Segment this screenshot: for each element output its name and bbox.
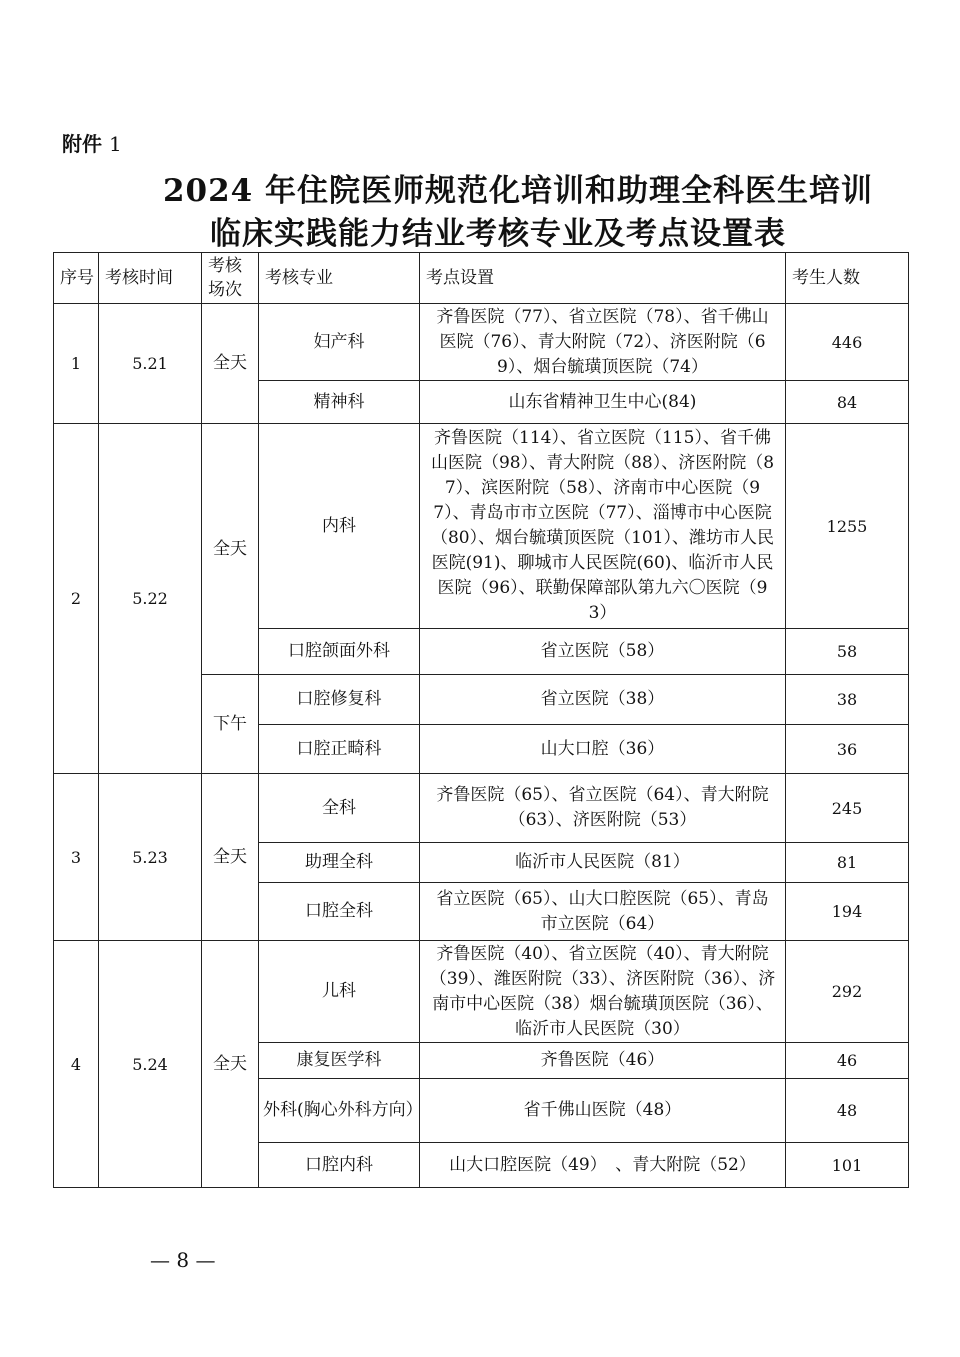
row-specialty: 口腔内科 (259, 1143, 420, 1188)
table-row (54, 304, 909, 381)
row-count: 292 (786, 941, 909, 1043)
row-sites: 齐鲁医院（77）、省立医院（78）、省千佛山医院（76）、青大附院（72）、济医附院（69）、烟台毓璜顶医院（74） (420, 304, 786, 381)
header-sites: 考点设置 (420, 253, 786, 304)
row-session: 全天 (202, 424, 259, 675)
row-specialty: 外科(胸心外科方向） (259, 1079, 420, 1143)
attachment-number: 1 (108, 132, 122, 156)
row-specialty: 内科 (259, 424, 420, 629)
attachment-label (62, 128, 122, 157)
row-count: 1255 (786, 424, 909, 629)
row-count: 245 (786, 774, 909, 843)
row-date: 5.23 (99, 774, 202, 941)
row-count: 84 (786, 381, 909, 424)
row-seq: 2 (54, 424, 99, 774)
page-number: — 8 — (150, 1248, 216, 1272)
header-time: 考核时间 (99, 253, 202, 304)
row-specialty: 精神科 (259, 381, 420, 424)
row-sites: 山东省精神卫生中心(84) (420, 381, 786, 424)
row-specialty: 助理全科 (259, 843, 420, 883)
row-sites: 省立医院（65）、山大口腔医院（65）、青岛市立医院（64） (420, 883, 786, 941)
row-count: 38 (786, 675, 909, 725)
attachment-text: 附件 (62, 132, 102, 156)
row-sites: 临沂市人民医院（81） (420, 843, 786, 883)
row-count: 46 (786, 1043, 909, 1079)
document-title-line-2: 临床实践能力结业考核专业及考点设置表 (210, 216, 786, 252)
row-count: 48 (786, 1079, 909, 1143)
row-session: 全天 (202, 774, 259, 941)
row-specialty: 康复医学科 (259, 1043, 420, 1079)
row-specialty: 口腔正畸科 (259, 725, 420, 774)
row-seq: 1 (54, 304, 99, 424)
row-specialty: 口腔修复科 (259, 675, 420, 725)
row-sites: 山大口腔（36） (420, 725, 786, 774)
row-sites: 省立医院（38） (420, 675, 786, 725)
row-count: 58 (786, 629, 909, 675)
row-sites: 山大口腔医院（49） 、青大附院（52） (420, 1143, 786, 1188)
row-sites: 齐鲁医院（40）、省立医院（40）、青大附院（39）、潍医附院（33）、济医附院（36）、济南市中心医院（38）烟台毓璜顶医院（36）、临沂市人民医院（30） (420, 941, 786, 1043)
header-specialty: 考核专业 (259, 253, 420, 304)
row-sites: 齐鲁医院（46） (420, 1043, 786, 1079)
row-seq: 3 (54, 774, 99, 941)
table-row (54, 774, 909, 843)
row-date: 5.21 (99, 304, 202, 424)
header-count: 考生人数 (786, 253, 909, 304)
row-sites: 齐鲁医院（114）、省立医院（115）、省千佛山医院（98）、青大附院（88）、济医附院（87）、滨医附院（58）、济南市中心医院（97）、青岛市市立医院（77）、淄博市中心医院（80）、烟台毓璜顶医院（101）、潍坊市人民医院(91)、聊城市人民医院(60)、临沂市人民医院（96）、联勤保障部队第九六〇医院（93） (420, 424, 786, 629)
row-sites: 齐鲁医院（65）、省立医院（64）、青大附院（63）、济医附院（53） (420, 774, 786, 843)
table-header-row (54, 253, 909, 304)
row-sites: 省千佛山医院（48） (420, 1079, 786, 1143)
row-date: 5.22 (99, 424, 202, 774)
header-seq: 序号 (54, 253, 99, 304)
row-session: 全天 (202, 304, 259, 424)
row-date: 5.24 (99, 941, 202, 1188)
row-session: 全天 (202, 941, 259, 1188)
row-specialty: 妇产科 (259, 304, 420, 381)
row-count: 101 (786, 1143, 909, 1188)
table-row (54, 424, 909, 629)
row-session: 下午 (202, 675, 259, 774)
row-count: 81 (786, 843, 909, 883)
table-row (54, 941, 909, 1043)
row-specialty: 口腔颌面外科 (259, 629, 420, 675)
row-seq: 4 (54, 941, 99, 1188)
row-sites: 省立医院（58） (420, 629, 786, 675)
exam-schedule-table (53, 252, 909, 1188)
document-title-line-1: 2024 年住院医师规范化培训和助理全科医生培训 (162, 173, 874, 209)
row-count: 446 (786, 304, 909, 381)
row-specialty: 口腔全科 (259, 883, 420, 941)
header-session: 考核场次 (202, 253, 259, 304)
row-count: 36 (786, 725, 909, 774)
row-specialty: 儿科 (259, 941, 420, 1043)
row-specialty: 全科 (259, 774, 420, 843)
row-count: 194 (786, 883, 909, 941)
